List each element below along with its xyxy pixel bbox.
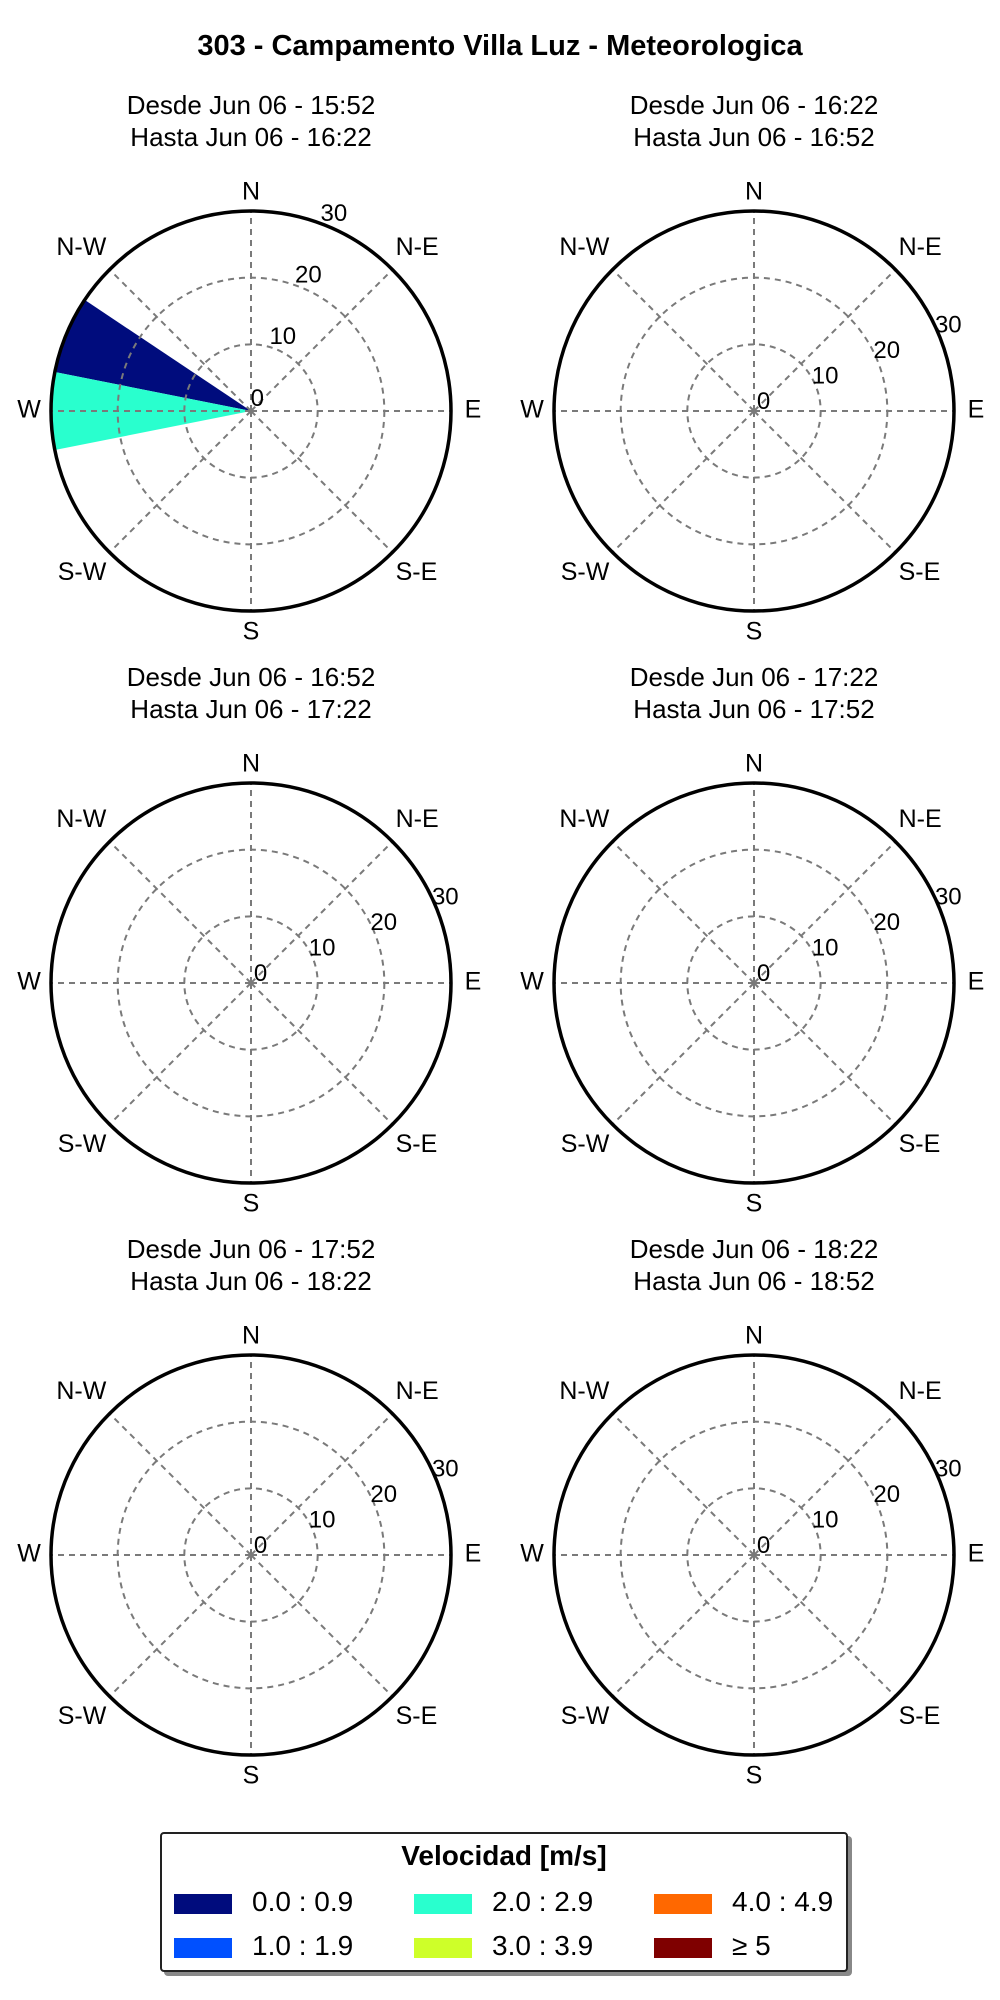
windrose-panel-5 — [17, 1322, 481, 1790]
direction-label-s: S — [745, 1761, 763, 1790]
legend — [160, 1832, 848, 1972]
legend-swatch — [174, 1894, 232, 1914]
direction-label-n: N — [744, 177, 764, 206]
direction-label-e: E — [464, 1539, 482, 1568]
panel-title-4 — [554, 661, 954, 725]
legend-item — [174, 1884, 394, 1924]
grid-spoke — [613, 270, 754, 411]
panel-title-5 — [51, 1233, 451, 1297]
grid-spoke — [613, 983, 754, 1124]
direction-label-w: W — [520, 395, 544, 424]
legend-item — [414, 1884, 634, 1924]
grid-spoke — [110, 983, 251, 1124]
direction-label-e: E — [967, 967, 985, 996]
direction-label-s: S — [242, 1189, 260, 1218]
radial-tick-label: 0 — [253, 1532, 268, 1560]
windrose-panel-1 — [17, 178, 481, 646]
direction-label-n-e: N-E — [395, 804, 439, 833]
windrose-panel-6 — [520, 1322, 984, 1790]
radial-tick-label: 20 — [370, 1481, 398, 1509]
legend-label: 4.0 : 4.9 — [732, 1886, 834, 1917]
panel-title-from: Desde Jun 06 - 17:22 — [629, 662, 879, 692]
direction-label-w: W — [520, 967, 544, 996]
direction-label-s-e: S-E — [395, 1702, 438, 1731]
grid-spoke — [613, 842, 754, 983]
direction-label-n-w: N-W — [559, 1376, 610, 1405]
radial-tick-label: 0 — [253, 960, 268, 988]
grid-spoke — [613, 1555, 754, 1696]
direction-label-n-e: N-E — [395, 1376, 439, 1405]
legend-swatch — [414, 1938, 472, 1958]
direction-label-e: E — [464, 967, 482, 996]
legend-label: 1.0 : 1.9 — [252, 1930, 354, 1961]
panel-title-to: Hasta Jun 06 - 17:22 — [130, 694, 372, 724]
direction-label-e: E — [464, 395, 482, 424]
legend-item — [654, 1928, 874, 1968]
direction-label-n: N — [744, 1321, 764, 1350]
radial-tick-label: 20 — [873, 337, 901, 365]
direction-label-s-e: S-E — [395, 1130, 438, 1159]
radial-tick-label: 10 — [269, 323, 297, 351]
radial-tick-label: 30 — [934, 311, 962, 339]
radial-tick-label: 20 — [873, 909, 901, 937]
direction-label-s-e: S-E — [898, 1702, 941, 1731]
legend-title: Velocidad [m/s] — [401, 1840, 607, 1871]
direction-label-w: W — [520, 1539, 544, 1568]
legend-swatch — [414, 1894, 472, 1914]
direction-label-s: S — [745, 617, 763, 646]
direction-label-n: N — [241, 1321, 261, 1350]
panel-title-from: Desde Jun 06 - 18:22 — [629, 1234, 879, 1264]
radial-tick-label: 30 — [431, 883, 459, 911]
direction-label-n: N — [744, 749, 764, 778]
radial-tick-label: 10 — [308, 1506, 336, 1534]
radial-tick-label: 0 — [756, 388, 771, 416]
grid-spoke — [110, 842, 251, 983]
direction-label-n: N — [241, 177, 261, 206]
direction-label-s-e: S-E — [898, 1130, 941, 1159]
radial-tick-label: 10 — [308, 934, 336, 962]
radial-tick-label: 10 — [811, 362, 839, 390]
direction-label-s-w: S-W — [57, 1702, 107, 1731]
legend-label: 0.0 : 0.9 — [252, 1886, 354, 1917]
direction-label-s-w: S-W — [57, 1130, 107, 1159]
grid-spoke — [754, 983, 895, 1124]
direction-label-s-w: S-W — [560, 558, 610, 587]
direction-label-n-w: N-W — [56, 804, 107, 833]
direction-label-s: S — [745, 1189, 763, 1218]
direction-label-n-e: N-E — [898, 804, 942, 833]
radial-tick-label: 30 — [431, 1455, 459, 1483]
direction-label-w: W — [17, 1539, 41, 1568]
radial-tick-label: 30 — [934, 1455, 962, 1483]
direction-label-s-w: S-W — [560, 1702, 610, 1731]
grid-spoke — [613, 1414, 754, 1555]
windrose-panel-4 — [520, 750, 984, 1218]
direction-label-n: N — [241, 749, 261, 778]
radial-tick-label: 0 — [756, 1532, 771, 1560]
direction-label-n-e: N-E — [898, 1376, 942, 1405]
windrose-panel-3 — [17, 750, 481, 1218]
radial-tick-label: 20 — [370, 909, 398, 937]
panel-title-from: Desde Jun 06 - 15:52 — [126, 90, 376, 120]
legend-label: ≥ 5 — [732, 1930, 771, 1961]
direction-label-n-e: N-E — [898, 232, 942, 261]
panel-title-3 — [51, 661, 451, 725]
grid-spoke — [613, 411, 754, 552]
panel-title-from: Desde Jun 06 - 16:52 — [126, 662, 376, 692]
panel-title-to: Hasta Jun 06 - 18:22 — [130, 1266, 372, 1296]
radial-tick-label: 30 — [934, 883, 962, 911]
grid-spoke — [251, 411, 392, 552]
panel-title-from: Desde Jun 06 - 17:52 — [126, 1234, 376, 1264]
direction-label-s-w: S-W — [57, 558, 107, 587]
radial-tick-label: 0 — [250, 384, 264, 412]
radial-tick-label: 20 — [294, 261, 322, 289]
panel-title-6 — [554, 1233, 954, 1297]
grid-spoke — [754, 411, 895, 552]
panel-title-to: Hasta Jun 06 - 18:52 — [633, 1266, 875, 1296]
legend-swatch — [174, 1938, 232, 1958]
panel-title-from: Desde Jun 06 - 16:22 — [629, 90, 879, 120]
direction-label-n-w: N-W — [559, 804, 610, 833]
direction-label-e: E — [967, 1539, 985, 1568]
panel-title-to: Hasta Jun 06 - 16:52 — [633, 122, 875, 152]
legend-swatch — [654, 1938, 712, 1958]
radial-tick-label: 0 — [756, 960, 771, 988]
direction-label-n-e: N-E — [395, 232, 439, 261]
direction-label-w: W — [17, 395, 41, 424]
radial-tick-label: 10 — [811, 1506, 839, 1534]
direction-label-s-e: S-E — [395, 558, 438, 587]
direction-label-n-w: N-W — [56, 232, 107, 261]
legend-item — [174, 1928, 394, 1968]
panel-title-2 — [554, 89, 954, 153]
grid-spoke — [251, 983, 392, 1124]
legend-item — [414, 1928, 634, 1968]
windrose-panel-2 — [520, 178, 984, 646]
radial-tick-label: 10 — [811, 934, 839, 962]
radial-tick-label: 20 — [873, 1481, 901, 1509]
legend-swatch — [654, 1894, 712, 1914]
grid-spoke — [251, 1555, 392, 1696]
radial-tick-label: 30 — [320, 200, 348, 228]
legend-item — [654, 1884, 874, 1924]
panel-title-to: Hasta Jun 06 - 16:22 — [130, 122, 372, 152]
legend-label: 3.0 : 3.9 — [492, 1930, 594, 1961]
panel-title-1 — [51, 89, 451, 153]
legend-label: 2.0 : 2.9 — [492, 1886, 594, 1917]
direction-label-n-w: N-W — [56, 1376, 107, 1405]
grid-spoke — [754, 1555, 895, 1696]
direction-label-s: S — [242, 617, 260, 646]
grid-spoke — [110, 1414, 251, 1555]
direction-label-e: E — [967, 395, 985, 424]
panel-title-to: Hasta Jun 06 - 17:52 — [633, 694, 875, 724]
direction-label-w: W — [17, 967, 41, 996]
direction-label-n-w: N-W — [559, 232, 610, 261]
grid-spoke — [110, 1555, 251, 1696]
direction-label-s-e: S-E — [898, 558, 941, 587]
direction-label-s-w: S-W — [560, 1130, 610, 1159]
figure-title: 303 - Campamento Villa Luz - Meteorologica — [197, 30, 803, 62]
direction-label-s: S — [242, 1761, 260, 1790]
